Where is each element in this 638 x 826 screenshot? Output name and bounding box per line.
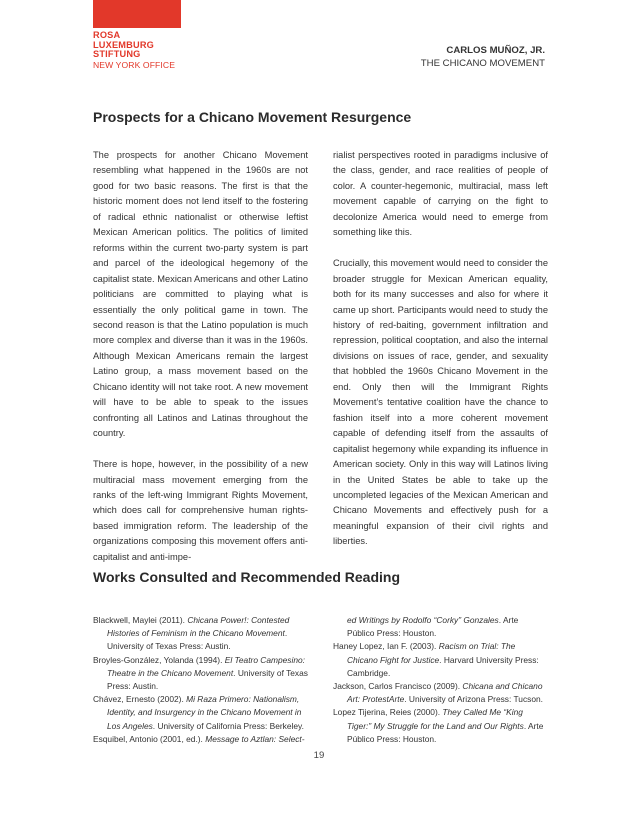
paragraph: Crucially, this movement would need to consider the broader struggle for Mexican American equality, both for its many successes and also for where it came up short. Participants would need to study the history of red-baiting, government infiltration and repression, political cooptation, and also the internal divisions on issues of race, gender, and sexuality that hobbled the 1960s Chicano Movement in the end. Only then will the Immigrant Rights Movement’s tentative coalition have the chance to fashion itself into a more coherent movement capable of defending itself from the assaults of capitalist hegemony while expanding its influence in American society. Only in this way will Latinos living in the United States be able to take up the uncompleted legacies of the Mexican American and Chicano Movements and effectively push for a meaningful expansion of their civil rights and liberties. [333, 258, 548, 547]
body-column-left [93, 148, 308, 581]
references-left [93, 614, 308, 746]
reference-entry: Blackwell, Maylei (2011). Chicana Power!: Contested Histories of Feminism in the Chicano Movement. University of Texas Press: Austin. [93, 615, 290, 652]
references-right [333, 614, 548, 746]
logo-line-rosa: ROSA [93, 30, 121, 40]
page-number: 19 [313, 750, 325, 761]
section-title-prospects: Prospects for a Chicano Movement Resurgence [93, 109, 412, 125]
logo-line-stiftung: STIFTUNG [93, 49, 141, 59]
body-column-right [333, 148, 548, 565]
paragraph: There is hope, however, in the possibility of a new multiracial mass movement emerging from the ranks of the left-wing Immigrant Rights Movement, which does call for comprehensive human rights-based immigration reform. The leadership of the organizations composing this movement offers anti-capitalist and anti-impe- [93, 459, 308, 562]
header-author: CARLOS MUÑOZ, JR. [446, 45, 545, 56]
logo-line-office: NEW YORK OFFICE [93, 59, 176, 70]
reference-entry: Lopez Tijerina, Reies (2000). They Called Me “King Tiger:” My Struggle for the Land and Our Rights. Arte Público Press: Houston. [333, 707, 544, 744]
reference-entry: Haney Lopez, Ian F. (2003). Racism on Trial: The Chicano Fight for Justice. Harvard University Press: Cambridge. [333, 641, 539, 678]
reference-entry: Broyles-González, Yolanda (1994). El Teatro Campesino: Theatre in the Chicano Movement. University of Texas Press: Austin. [93, 654, 308, 692]
rosa-luxemburg-logo [93, 0, 181, 73]
section-title-works: Works Consulted and Recommended Reading [93, 569, 401, 585]
reference-entry: Chávez, Ernesto (2002). Mi Raza Primero: Nationalism, Identity, and Insurgency in the Chicano Movement in Los Angeles. University of California Press: Berkeley. [93, 694, 304, 731]
reference-continuation: ed Writings by Rodolfo “Corky” Gonzales. Arte Público Press: Houston. [347, 615, 519, 639]
paragraph: rialist perspectives rooted in paradigms inclusive of the class, gender, and race realities of people of color. A counter-hegemonic, multiracial, mass left movement capable of carrying on the fight to decolonize America would need to emerge from something like this. [333, 150, 548, 238]
logo-red-bar [93, 0, 181, 28]
reference-entry: Jackson, Carlos Francisco (2009). Chicana and Chicano Art: ProtestArte. University of Arizona Press: Tucson. [333, 681, 543, 705]
header-subtitle: THE CHICANO MOVEMENT [420, 58, 545, 69]
reference-entry: Esquibel, Antonio (2001, ed.). Message to Aztlan: Select- [93, 733, 305, 744]
paragraph: The prospects for another Chicano Movement resembling what happened in the 1960s are not good for two basic reasons. The first is that the historic moment does not lend itself to the fostering of radical ethnic nationalist or otherwise leftist Mexican American politics. The politics of limited reforms within the current two-party system is part and parcel of the ideological hegemony of the capitalist state. Mexican Americans and other Latino politicians are committed to playing what is essentially the only political game in town. The second reason is that the Latino population is much more complex and diverse than it was in the 1960s. Although Mexican Americans remain the largest Latino group, a mass movement based on the Chicano identity will not take root. A new movement will have to be able to speak to the issues confronting all Latinos and Latinas throughout the country. [93, 150, 308, 439]
logo-line-luxemburg: LUXEMBURG [93, 39, 155, 50]
